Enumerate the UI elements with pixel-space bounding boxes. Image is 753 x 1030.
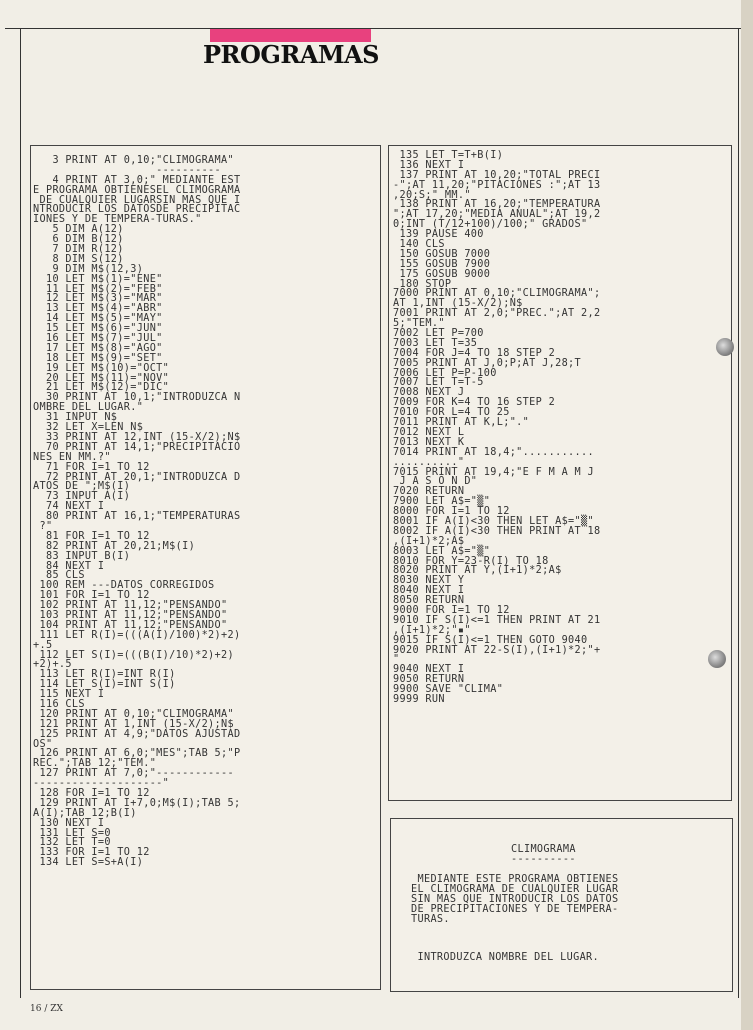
code-line: 85 CLS — [33, 570, 85, 582]
code-line: DE CUALQUIER LUGARSIN MAS QUE I — [33, 194, 241, 206]
screen-text-line: EL CLIMOGRAMA DE CUALQUIER LUGAR — [411, 884, 619, 895]
screen-title-underline: ---------- — [511, 854, 576, 865]
code-line: 140 CLS — [393, 239, 445, 251]
code-line: 7900 LET A$="▒" — [393, 496, 491, 508]
code-line: 120 PRINT AT 0,10;"CLIMOGRAMA" — [33, 708, 234, 720]
code-line: .........." — [393, 456, 465, 468]
code-line: 7011 PRINT AT K,L;"." — [393, 417, 530, 429]
screen-text-line: MEDIANTE ESTE PROGRAMA OBTIENES — [411, 874, 619, 885]
code-line: 17 LET M$(8)="AGO" — [33, 342, 163, 354]
code-line: 70 PRINT AT 14,1;"PRECIPITACIO — [33, 441, 241, 453]
code-line: 133 FOR I=1 TO 12 — [33, 847, 150, 859]
code-line: 6 DIM B(12) — [33, 234, 124, 246]
code-line: 180 STOP — [393, 278, 452, 290]
code-line: ?" — [33, 520, 53, 532]
code-line: 112 LET S(I)=(((B(I)/10)*2)+2) — [33, 649, 234, 661]
code-line: 18 LET M$(9)="SET" — [33, 352, 163, 364]
code-line: 102 PRINT AT 11,12;"PENSANDO" — [33, 600, 228, 612]
code-line: 104 PRINT AT 11,12;"PENSANDO" — [33, 619, 228, 631]
code-line: 116 CLS — [33, 698, 85, 710]
code-line: J A S O N D" — [393, 476, 478, 488]
code-line: 82 PRINT AT 20,21;M$(I) — [33, 540, 196, 552]
code-line: 128 FOR I=1 TO 12 — [33, 788, 150, 799]
code-line: 131 LET S=0 — [33, 827, 111, 839]
code-line: 9900 SAVE "CLIMA" — [393, 684, 504, 696]
code-line: 8001 IF A(I)<30 THEN LET A$="▒" — [393, 515, 594, 527]
code-line: 139 PAUSE 400 — [393, 229, 484, 241]
code-line: 7002 LET P=700 — [393, 328, 484, 340]
code-line: 9010 IF S(I)<=1 THEN PRINT AT 21 — [393, 614, 601, 626]
code-line: 19 LET M$(10)="OCT" — [33, 362, 170, 374]
code-line: 121 PRINT AT 1,INT (15-X/2);N$ — [33, 718, 234, 730]
code-line: NES EN MM.?" — [33, 451, 111, 463]
code-line: --------------------" — [33, 778, 170, 790]
code-line: 7009 FOR K=4 TO 16 STEP 2 — [393, 397, 556, 409]
code-line: +2)+.5 — [33, 659, 72, 671]
code-line: 101 FOR I=1 TO 12 — [33, 590, 150, 602]
code-line: 3 PRINT AT 0,10;"CLIMOGRAMA" — [33, 155, 234, 166]
code-line: 7013 NEXT K — [393, 436, 465, 448]
code-line: 8040 NEXT I — [393, 585, 465, 597]
code-line: 9999 RUN — [393, 693, 445, 705]
code-line: AT 1,INT (15-X/2);N$ — [393, 298, 523, 310]
code-line: 83 INPUT B(I) — [33, 550, 131, 562]
code-line: 7008 NEXT J — [393, 387, 465, 399]
code-line: 125 PRINT AT 4,9;"DATOS AJUSTAD — [33, 728, 241, 740]
code-line: 126 PRINT AT 6,0;"MES";TAB 5;"P — [33, 748, 241, 760]
screen-text-line: TURAS. — [411, 914, 450, 925]
code-line: 8000 FOR I=1 TO 12 — [393, 506, 510, 518]
code-line: 15 LET M$(6)="JUN" — [33, 323, 163, 335]
code-line: 114 LET S(I)=INT S(I) — [33, 679, 176, 691]
code-line: 175 GOSUB 9000 — [393, 268, 491, 280]
screen-intro-text — [411, 875, 618, 925]
code-line: 9050 RETURN — [393, 674, 465, 686]
code-line: 7006 LET P=P-100 — [393, 367, 497, 379]
code-line: 7003 LET T=35 — [393, 337, 478, 349]
code-line: -";AT 11,20;"PITACIONES :";AT 13 — [393, 179, 601, 191]
code-line: NTRODUCIR LOS DATOSDE PRECIPITAC — [33, 204, 241, 216]
code-line: ,20;S;" MM." — [393, 189, 471, 201]
code-line: 8002 IF A(I)<30 THEN PRINT AT 18 — [393, 525, 601, 537]
code-line: 7 DIM R(12) — [33, 244, 124, 256]
code-line: 81 FOR I=1 TO 12 — [33, 530, 150, 542]
code-line: 132 LET T=0 — [33, 837, 111, 849]
code-line: 8020 PRINT AT Y,(I+1)*2;A$ — [393, 565, 562, 577]
code-line: 8050 RETURN — [393, 595, 465, 607]
screen-output-box — [390, 818, 733, 992]
listing-box-right — [388, 145, 732, 801]
code-line: 103 PRINT AT 11,12;"PENSANDO" — [33, 609, 228, 621]
code-line: 14 LET M$(5)="MAY" — [33, 313, 163, 325]
code-line: 9020 PRINT AT 22-S(I),(I+1)*2;"+ — [393, 644, 601, 656]
section-title: PROGRAMAS — [203, 40, 379, 69]
frame-left-rule — [20, 28, 21, 998]
code-line: 9015 IF S(I)<=1 THEN GOTO 9040 — [393, 634, 588, 646]
code-line: 7004 FOR J=4 TO 18 STEP 2 — [393, 347, 556, 359]
program-listing-left — [33, 156, 240, 868]
code-line: 16 LET M$(7)="JUL" — [33, 333, 163, 345]
frame-top-rule — [5, 28, 741, 29]
code-line: 72 PRINT AT 20,1;"INTRODUZCA D — [33, 471, 241, 483]
code-line: ,(I+1)*2;"▪" — [393, 624, 471, 636]
binder-ring-icon — [716, 338, 734, 356]
code-line: 9000 FOR I=1 TO 12 — [393, 604, 510, 616]
code-line: 8010 FOR Y=23-R(I) TO 18 — [393, 555, 549, 567]
code-line: 134 LET S=S+A(I) — [33, 857, 144, 869]
code-line: IONES Y DE TEMPERA-TURAS." — [33, 214, 202, 226]
screen-text-line: SIN MAS QUE INTRODUCIR LOS DATOS — [411, 894, 619, 905]
code-line: 31 INPUT N$ — [33, 412, 118, 424]
code-line: 12 LET M$(3)="MAR" — [33, 293, 163, 305]
frame-right-rule — [738, 28, 739, 998]
code-line: 7014 PRINT AT 18,4;"........... — [393, 446, 594, 458]
screen-text-line: DE PRECIPITACIONES Y DE TEMPERA- — [411, 904, 619, 915]
code-line: 8 DIM S(12) — [33, 253, 124, 265]
code-line: 21 LET M$(12)="DIC" — [33, 382, 170, 394]
code-line: 7000 PRINT AT 0,10;"CLIMOGRAMA"; — [393, 288, 601, 300]
code-line: 9 DIM M$(12,3) — [33, 263, 144, 275]
code-line: 84 NEXT I — [33, 560, 105, 572]
page-edge-shadow — [741, 0, 753, 1030]
listing-box-left — [30, 145, 381, 990]
code-line: ATOS DE ";M$(I) — [33, 481, 131, 493]
screen-prompt: INTRODUZCA NOMBRE DEL LUGAR. — [411, 952, 600, 963]
code-line: 7020 RETURN — [393, 486, 465, 498]
code-line: 127 PRINT AT 7,0;"------------ — [33, 768, 234, 780]
code-line: " — [393, 654, 400, 666]
code-line: 32 LET X=LEN N$ — [33, 422, 144, 434]
code-line: 20 LET M$(11)="NOV" — [33, 372, 170, 384]
code-line: 9040 NEXT I — [393, 664, 465, 676]
code-line: 30 PRINT AT 10,1;"INTRODUZCA N — [33, 392, 241, 404]
code-line: 80 PRINT AT 16,1;"TEMPERATURAS — [33, 511, 241, 523]
code-line: 5 DIM A(12) — [33, 224, 124, 236]
code-line: 10 LET M$(1)="ENE" — [33, 273, 163, 285]
code-line: REC.";TAB 12;"TEM." — [33, 758, 157, 770]
code-line: ---------- — [33, 164, 222, 176]
code-line: 73 INPUT A(I) — [33, 491, 131, 503]
code-line: 129 PRINT AT I+7,0;M$(I);TAB 5; — [33, 797, 241, 809]
code-line: 7005 PRINT AT J,0;P;AT J,28;T — [393, 357, 582, 369]
code-line: 7010 FOR L=4 TO 25 — [393, 407, 510, 419]
code-line: 155 GOSUB 7900 — [393, 258, 491, 270]
code-line: 33 PRINT AT 12,INT (15-X/2);N$ — [33, 431, 241, 443]
code-line: +.5 — [33, 639, 53, 651]
code-line: 130 NEXT I — [33, 817, 105, 829]
code-line: 7001 PRINT AT 2,0;"PREC.";AT 2,2 — [393, 308, 601, 320]
screen-title: CLIMOGRAMA — [511, 844, 576, 855]
code-line: 111 LET R(I)=(((A(I)/100)*2)+2) — [33, 629, 241, 641]
program-listing-right — [393, 151, 600, 705]
code-line: 135 LET T=T+B(I) — [393, 150, 504, 161]
code-line: 11 LET M$(2)="FEB" — [33, 283, 163, 295]
code-line: 113 LET R(I)=INT R(I) — [33, 669, 176, 681]
code-line: 136 NEXT I — [393, 159, 465, 171]
code-line: 4 PRINT AT 3,0;" MEDIANTE EST — [33, 174, 241, 186]
code-line: A(I);TAB 12;B(I) — [33, 807, 137, 819]
code-line: 13 LET M$(4)="ABR" — [33, 303, 163, 315]
code-line: 150 GOSUB 7000 — [393, 248, 491, 260]
code-line: 5;"TEM." — [393, 318, 445, 330]
code-line: 71 FOR I=1 TO 12 — [33, 461, 150, 473]
code-line: ";AT 17,20;"MEDIA ANUAL";AT 19,2 — [393, 209, 601, 221]
code-line: 8003 LET A$="▒" — [393, 545, 491, 557]
code-line: ,(I+1)*2;A$ — [393, 535, 465, 547]
code-line: 7015 PRINT AT 19,4;"E F M A M J — [393, 466, 594, 478]
binder-ring-icon — [708, 650, 726, 668]
code-line: 7007 LET T=T-5 — [393, 377, 484, 389]
code-line: OS" — [33, 738, 53, 750]
code-line: 8030 NEXT Y — [393, 575, 465, 587]
code-line: 115 NEXT I — [33, 689, 105, 701]
code-line: 138 PRINT AT 16,20;"TEMPERATURA — [393, 199, 601, 211]
code-line: 7012 NEXT L — [393, 426, 465, 438]
code-line: E PROGRAMA OBTIENESEL CLIMOGRAMA — [33, 184, 241, 196]
code-line: 100 REM ---DATOS CORREGIDOS — [33, 580, 215, 592]
code-line: 74 NEXT I — [33, 501, 105, 513]
page-footer: 16 / ZX — [30, 1004, 63, 1014]
code-line: OMBRE DEL LUGAR." — [33, 402, 144, 414]
code-line: 0;INT (T/12+100)/100;" GRADOS" — [393, 219, 588, 231]
code-line: 137 PRINT AT 10,20;"TOTAL PRECI — [393, 169, 601, 181]
